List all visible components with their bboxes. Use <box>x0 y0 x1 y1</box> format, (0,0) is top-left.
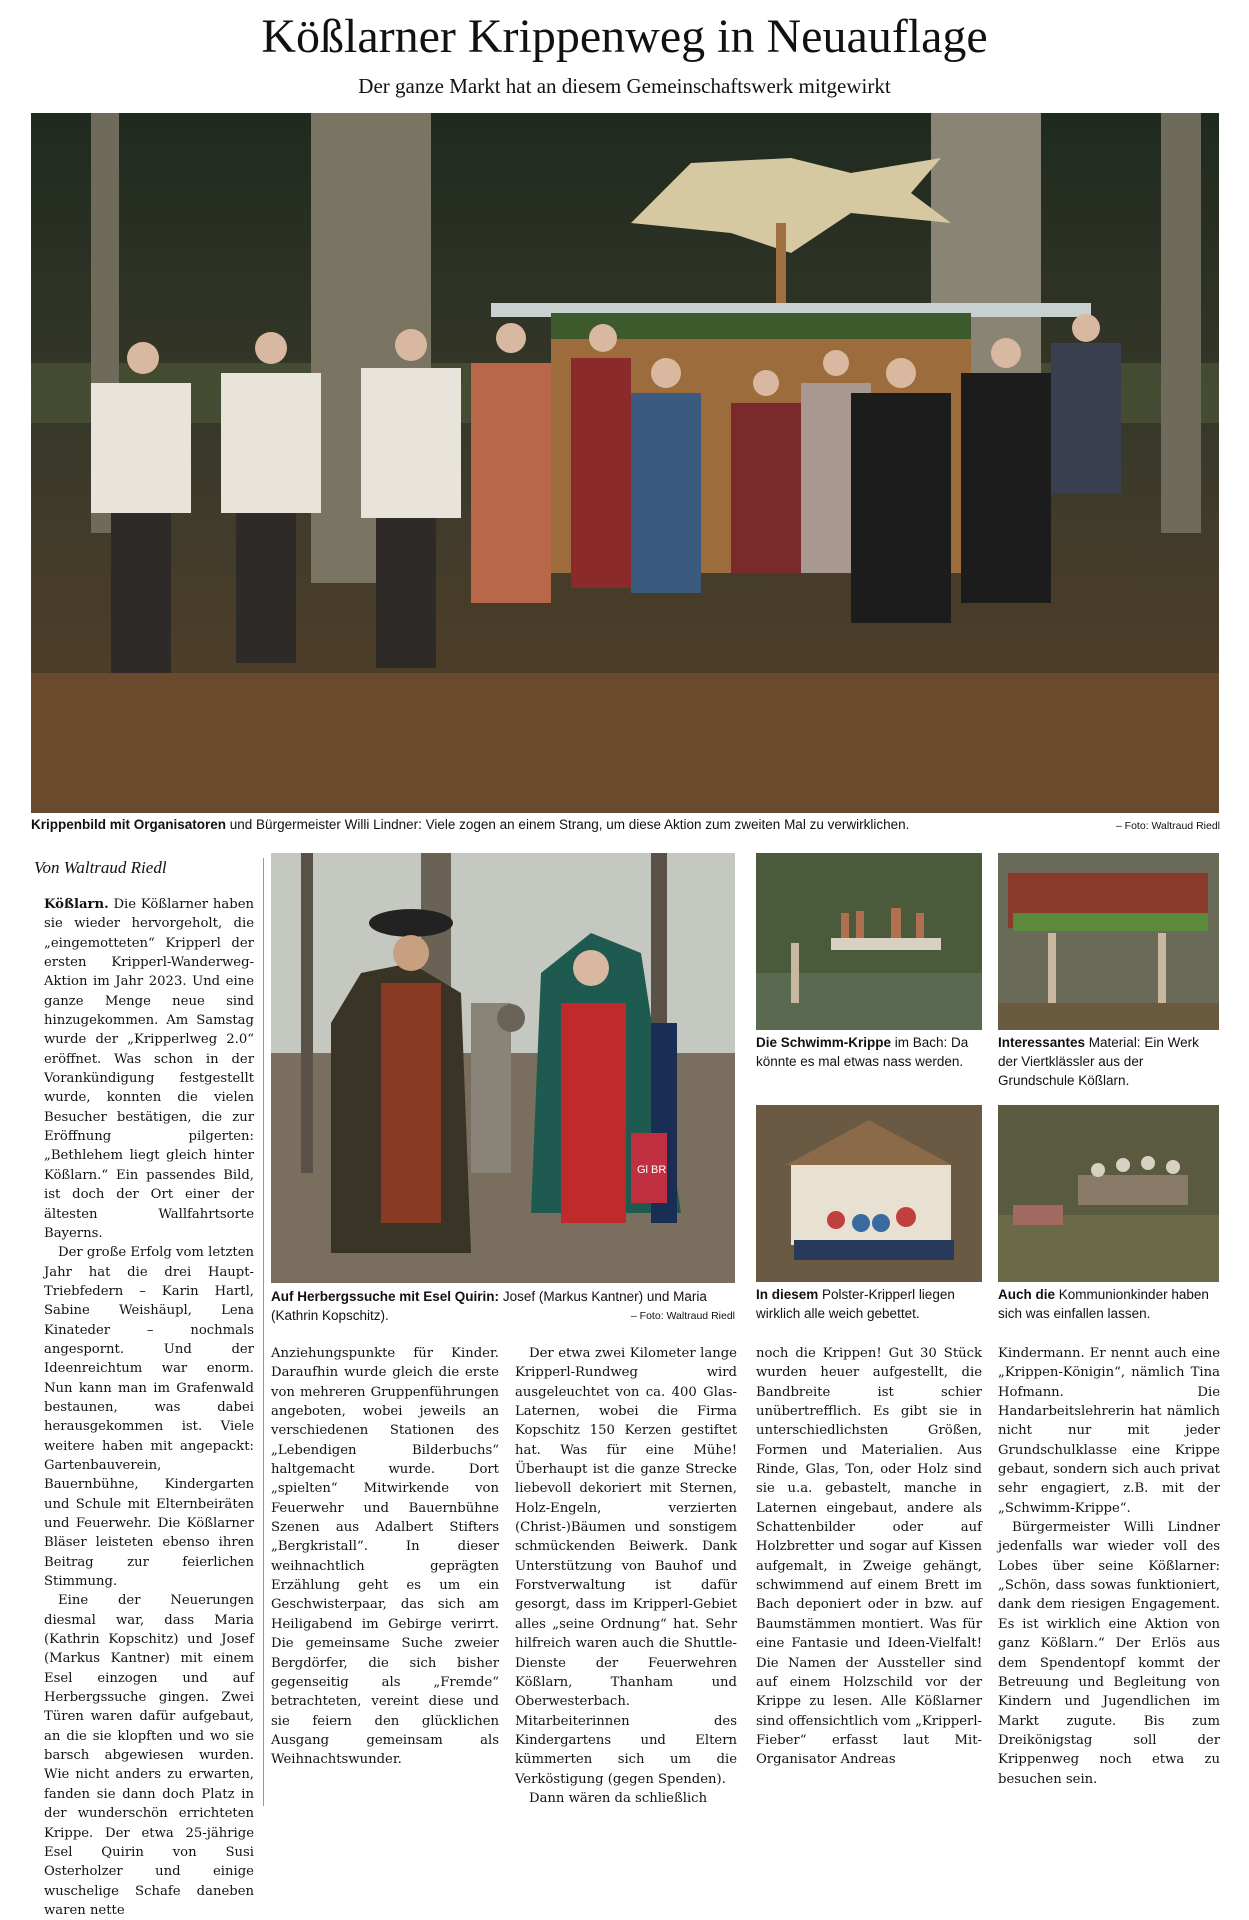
kommunion-krippe-caption-text: Kommunionkinder haben sich was einfallen lassen. <box>998 1287 1209 1321</box>
article-column-5 <box>998 1344 1220 1789</box>
article-paragraph: Bürgermeister Willi Lindner jedenfalls war wieder voll des Lobes über seine Kößlarner: „Schön, dass sowas funktioniert, dank dem riesigen Engagement. Es ist wirklich eine Aktion von ganz Kößlarn.“ Der Erlös aus dem Spendentopf kommt der Betreuung und Begleitung von Kindern und Jugendlichen im Markt zugute. Bis zum Dreikönigstag soll der Krippenweg noch etwa zu besuchen sein. <box>998 1520 1220 1787</box>
main-photo <box>31 113 1219 813</box>
article-text: Die Kößlarner haben sie wieder hervorgeholt, die „eingemotteten“ Kripperl der ersten Kripperl-Wanderweg-Aktion im Jahr 2023. Und eine ganze Menge neue sind hinzugekommen. Am Samstag wurde der „Kripperlweg 2.0“ eröffnet. Was schon in der Vorankündigung festgestellt wurde, konnten die vielen Besucher bestätigen, die zur Eröffnung pilgerten: „Bethlehem liegt gleich hinter Kößlarn.“ Ein passendes Bild, ist doch der Ort einer der ältesten Wallfahrtsorte Bayerns. <box>44 897 254 1241</box>
main-photo-credit: – Foto: Waltraud Riedl <box>1115 820 1220 832</box>
article-column-3 <box>515 1344 737 1808</box>
kommunion-krippe-photo <box>998 1105 1219 1282</box>
article-paragraph: Eine der Neuerungen diesmal war, dass Maria (Kathrin Kopschitz) und Josef (Markus Kantner) mit einem Esel einzogen und auf Herbergssuche gingen. Zwei Türen waren dafür aufgebaut, an die sie klopften und wo sie barsch abgewiesen wurden. Wie nicht anders zu erwarten, fanden sie dann doch Platz in der wunderschön errichteten Krippe. Der etwa 25-jährige Esel Quirin von Susi Osterholzer und einige wuschelige Schafe daneben waren nette <box>44 1593 254 1918</box>
headline: Kößlarner Krippenweg in Neuauflage <box>261 10 988 63</box>
article-column-2 <box>271 1344 499 1770</box>
article-column-1 <box>44 895 254 1920</box>
schwimm-krippe-caption-text: im Bach: Da könnte es mal etwas nass werden. <box>756 1035 969 1069</box>
herbergssuche-caption-lead: Auf Herbergssuche mit Esel Quirin: <box>271 1289 500 1304</box>
material-krippe-caption-lead: Interessantes <box>998 1035 1086 1050</box>
column-divider <box>263 858 264 1806</box>
schwimm-krippe-photo <box>756 853 982 1030</box>
main-photo-caption <box>31 815 1041 834</box>
polster-krippe-caption <box>756 1285 982 1323</box>
schwimm-krippe-caption-lead: Die Schwimm-Krippe <box>756 1035 892 1050</box>
dateline: Kößlarn. <box>44 897 109 912</box>
polster-krippe-caption-lead: In diesem <box>756 1287 819 1302</box>
article-paragraph: Der etwa zwei Kilometer lange Kripperl-Rundweg wird ausgeleuchtet von ca. 400 Glas-Laternen, wobei die Firma Kopschitz 150 Kerzen gestiftet hat. Was für eine Mühe! Überhaupt ist die ganze Strecke liebevoll dekoriert mit Sternen, Holz-Engeln, verzierten (Christ-)Bäumen und sonstigem schmückenden Beiwerk. Dank Unterstützung von Bauhof und Forstverwaltung ist dafür gesorgt, dass im Kripperl-Gebiet alles „seine Ordnung“ hat. Sehr hilfreich waren auch die Shuttle-Dienste der Feuerwehren Kößlarn, Thanham und Oberwesterbach. Mitarbeiterinnen des Kindergartens und Eltern kümmerten sich um die Verköstigung (gegen Spenden). <box>515 1346 737 1787</box>
herbergssuche-caption-text: Josef (Markus Kantner) und Maria (Kathrin Kopschitz). <box>271 1289 707 1323</box>
article-column-4 <box>756 1344 982 1770</box>
article-paragraph: Der große Erfolg vom letzten Jahr hat die drei Haupt-Triebfedern – Karin Hartl, Sabine Weishäupl, Lena Kinateder – nochmals angespornt. Und der Ideenreichtum war enorm. Nun kann man im Grafenwald bestaunen, was dabei herausgekommen ist. Viele weitere haben mit angepackt: Gartenbauverein, Bauernbühne, Kindergarten und Schule mit Elternbeiräten und Feuerwehr. Die Kößlarner Bläser leisteten ebenso ihren Beitrag zur feierlichen Stimmung. <box>44 1245 254 1590</box>
main-photo-caption-text: und Bürgermeister Willi Lindner: Viele zogen an einem Strang, um diese Aktion zum zweiten Mal zu verwirklichen. <box>226 817 910 832</box>
article-paragraph: Anziehungspunkte für Kinder. Daraufhin wurde gleich die erste von mehreren Gruppenführungen angeboten, wobei jeweils an verschiedenen Stationen des „Lebendigen Bilderbuchs“ haltgemacht wurde. Dort „spielten“ Mitwirkende von Feuerwehr und Bauernbühne Szenen aus Adalbert Stifters „Bergkristall“. In dieser weihnachtlich geprägten Erzählung geht es um ein Geschwisterpaar, das sich am Heiligabend im Gebirge verirrt. Die gemeinsame Suche zweier Bergdörfer, die sich bisher gegenseitig als „Fremde“ betrachteten, vereint diese und sie feiern den glücklichen Ausgang gemeinsam als Weihnachtswunder. <box>271 1346 499 1768</box>
author-byline: Von Waltraud Riedl <box>34 858 167 877</box>
subheadline: Der ganze Markt hat an diesem Gemeinschaftswerk mitgewirkt <box>358 74 891 98</box>
polster-krippe-photo <box>756 1105 982 1282</box>
material-krippe-caption-text: Material: Ein Werk der Viertklässler aus der Grundschule Kößlarn. <box>998 1035 1199 1088</box>
article-paragraph: noch die Krippen! Gut 30 Stück wurden heuer aufgestellt, die Bandbreite ist schier unübertrefflich. Es gibt sie in unterschiedlichsten Größen, Formen und Materialien. Aus Rinde, Glas, Ton, oder Holz sind sie u.a. gebastelt, manche in Laternen eingebaut, andere als Schattenbilder oder auf Holzbretter und sogar auf Kissen aufgemalt, in Zweige gehängt, schwimmend auf einem Brett im Bach deponiert oder in bzw. auf Baumstämmen montiert. Was für eine Fantasie und Ideen-Vielfalt! Die Namen der Aussteller sind auf einem Holzschild vor der Krippe zu lesen. Alle Kößlarner sind offensichtlich vom „Kripperl-Fieber“ erfasst laut Mit-Organisator Andreas <box>756 1346 982 1768</box>
polster-krippe-caption-text: Polster-Kripperl liegen wirklich alle weich gebettet. <box>756 1287 955 1321</box>
article-paragraph: Kindermann. Er nennt auch eine „Krippen-Königin“, nämlich Tina Hofmann. Die Handarbeitslehrerin hat nämlich nicht nur mit jeder Grundschulklasse eine Krippe gebaut, sondern sich auch privat sehr engagiert, z.B. mit der „Schwimm-Krippe“. <box>998 1346 1220 1516</box>
herbergssuche-photo <box>271 853 735 1283</box>
article-paragraph <box>44 895 254 1243</box>
material-krippe-caption <box>998 1033 1219 1090</box>
article-paragraph: Dann wären da schließlich <box>529 1790 708 1806</box>
kommunion-krippe-caption-lead: Auch die <box>998 1287 1056 1302</box>
material-krippe-photo <box>998 853 1219 1030</box>
main-photo-caption-lead: Krippenbild mit Organisatoren <box>31 817 227 832</box>
schwimm-krippe-caption <box>756 1033 982 1071</box>
kommunion-krippe-caption <box>998 1285 1219 1323</box>
herbergssuche-bag-text: Gl BR <box>637 1164 667 1176</box>
herbergssuche-credit: – Foto: Waltraud Riedl <box>630 1310 735 1322</box>
